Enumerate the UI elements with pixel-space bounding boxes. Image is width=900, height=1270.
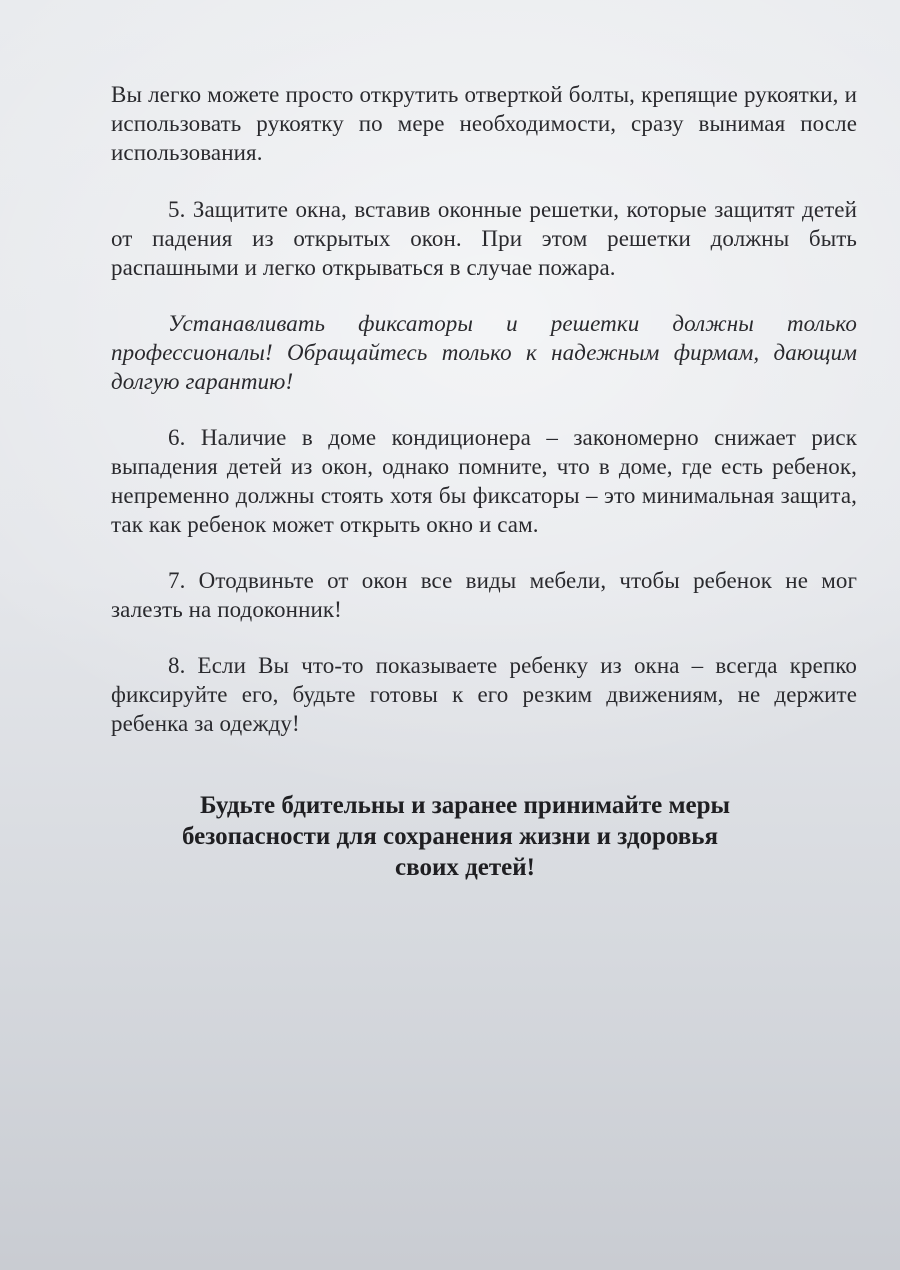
closing-appeal [150,790,780,883]
closing-line-3: своих детей! [395,854,535,881]
closing-line-2: безопасности для сохранения жизни и здоровья [181,823,719,850]
paragraph-screwdriver: Вы легко можете просто открутить отверткой болты, крепящие рукоятки, и использовать рукоятку по мере необходимости, сразу вынимая после использования. [111,82,857,165]
paragraph-item-7: 7. Отодвиньте от окон все виды мебели, чтобы ребенок не мог залезть на подоконник! [111,568,857,622]
paragraph-item-6: 6. Наличие в доме кондиционера – закономерно снижает риск выпадения детей из окон, однако помните, что в доме, где есть ребенок, непременно должны стоять хотя бы фиксаторы – это минимальная защита, так как ребенок может открыть окно и сам. [111,425,857,537]
paragraph-item-5: 5. Защитите окна, вставив оконные решетки, которые защитят детей от падения из открытых окон. При этом решетки должны быть распашными и легко открываться в случае пожара. [111,197,857,280]
closing-line-1: Будьте бдительны и заранее принимайте меры [199,792,730,819]
paragraph-item-8: 8. Если Вы что-то показываете ребенку из окна – всегда крепко фиксируйте его, будьте готовы к его резким движениям, не держите ребенка за одежду! [111,653,857,736]
paragraph-professionals-warning: Устанавливать фиксаторы и решетки должны только профессионалы! Обращайтесь только к надежным фирмам, дающим долгую гарантию! [111,311,857,394]
